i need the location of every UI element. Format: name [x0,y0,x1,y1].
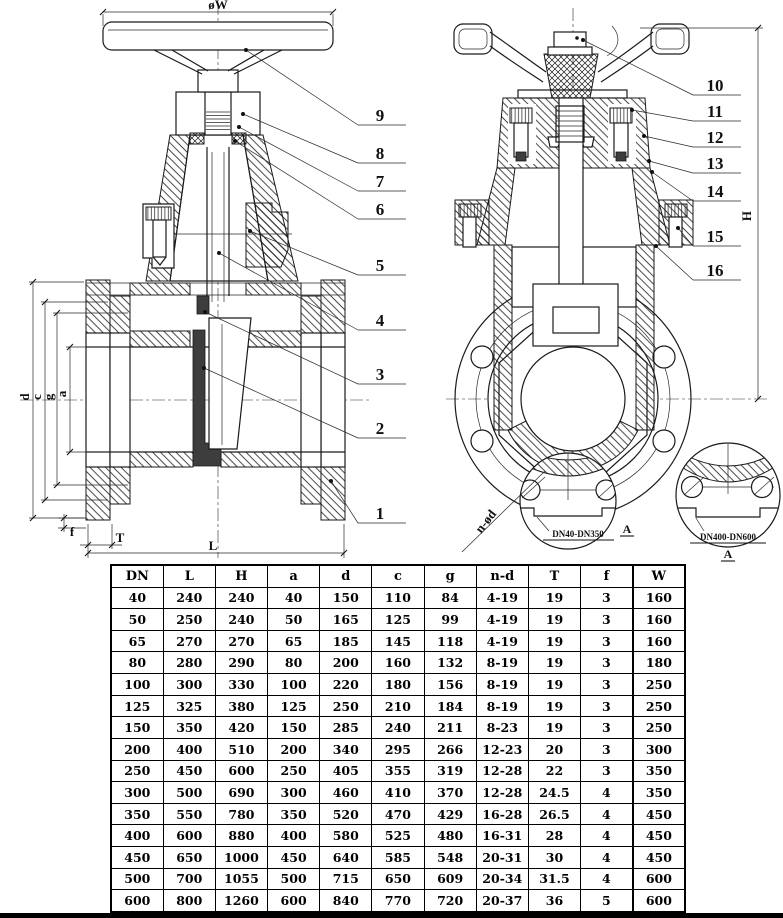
table-cell: 220 [320,674,372,696]
table-cell: 280 [163,652,215,674]
table-cell: 3 [581,674,633,696]
table-cell: 480 [424,825,476,847]
table-cell: 180 [633,652,685,674]
table-cell: 110 [372,587,424,609]
table-cell: 100 [268,674,320,696]
table-cell: 300 [268,782,320,804]
table-cell: 12-28 [476,760,528,782]
column-header: f [581,565,633,587]
table-cell: 3 [581,630,633,652]
table-cell: 500 [163,782,215,804]
table-cell: 640 [320,846,372,868]
detail-b-label: DN400-DN600 [700,532,756,542]
table-row [111,630,685,652]
callout-leader [632,110,741,121]
table-cell: 22 [528,760,580,782]
table-cell: 520 [320,803,372,825]
table-cell: 160 [633,609,685,631]
table-row [111,738,685,760]
table-cell: 3 [581,587,633,609]
column-header: H [215,565,267,587]
callout-1: 1 [375,504,385,523]
table-cell: 200 [111,738,163,760]
table-cell: 410 [372,782,424,804]
table-cell: 31.5 [528,868,580,890]
table-cell: 300 [111,782,163,804]
table-cell: 250 [320,695,372,717]
table-cell: 132 [424,652,476,674]
table-cell: 400 [111,825,163,847]
table-cell: 118 [424,630,476,652]
table-cell: 150 [320,587,372,609]
dimension-table-body [111,565,685,912]
table-cell: 510 [215,738,267,760]
table-cell: 200 [268,738,320,760]
callout-5: 5 [375,256,385,275]
table-cell: 200 [320,652,372,674]
leader-dot [244,48,248,52]
table-cell: 650 [163,846,215,868]
table-cell: 290 [215,652,267,674]
table-cell: 600 [163,825,215,847]
table-cell: 350 [111,803,163,825]
table-cell: 550 [163,803,215,825]
table-cell: 370 [424,782,476,804]
callout-6: 6 [375,200,385,219]
table-cell: 4-19 [476,630,528,652]
table-cell: 40 [111,587,163,609]
callout-2: 2 [375,419,385,438]
table-cell: 250 [633,717,685,739]
table-cell: 19 [528,674,580,696]
table-cell: 19 [528,717,580,739]
callout-10: 10 [706,76,724,95]
table-row [111,760,685,782]
table-cell: 325 [163,695,215,717]
table-cell: 250 [163,609,215,631]
table-cell: 3 [581,609,633,631]
callout-leader [644,136,741,147]
leader-dot [233,139,237,143]
table-cell: 20-34 [476,868,528,890]
table-cell: 160 [633,630,685,652]
table-cell: 184 [424,695,476,717]
table-cell: 355 [372,760,424,782]
leader-dot [642,134,646,138]
table-cell: 609 [424,868,476,890]
table-cell: 500 [268,868,320,890]
table-cell: 36 [528,890,580,912]
callout-11: 11 [706,102,724,121]
column-header: c [372,565,424,587]
table-cell: 300 [633,738,685,760]
leader-dot [329,479,333,483]
column-header: W [633,565,685,587]
left-view-front-section [20,2,370,558]
table-cell: 19 [528,609,580,631]
table-row [111,695,685,717]
table-cell: 250 [633,674,685,696]
table-cell: 319 [424,760,476,782]
table-cell: 125 [372,609,424,631]
table-cell: 600 [111,890,163,912]
table-cell: 145 [372,630,424,652]
table-cell: 340 [320,738,372,760]
table-cell: 450 [633,846,685,868]
leader-dot [630,108,634,112]
table-cell: 450 [163,760,215,782]
table-cell: 19 [528,652,580,674]
table-cell: 4 [581,782,633,804]
column-header: L [163,565,215,587]
table-cell: 270 [215,630,267,652]
table-cell: 150 [111,717,163,739]
table-cell: 19 [528,587,580,609]
table-cell: 240 [215,587,267,609]
table-cell: 295 [372,738,424,760]
leader-dot [203,310,207,314]
callout-9: 9 [375,106,385,125]
table-cell: 50 [268,609,320,631]
table-cell: 3 [581,760,633,782]
table-cell: 4 [581,846,633,868]
table-cell: 450 [633,803,685,825]
table-cell: 350 [163,717,215,739]
table-cell: 780 [215,803,267,825]
table-cell: 700 [163,868,215,890]
table-cell: 285 [320,717,372,739]
table-cell: 125 [268,695,320,717]
table-cell: 300 [163,674,215,696]
table-cell: 80 [111,652,163,674]
table-cell: 770 [372,890,424,912]
table-cell: 5 [581,890,633,912]
table-cell: 26.5 [528,803,580,825]
dimension-table [110,564,686,913]
detail-b-marker: A [723,547,733,561]
table-cell: 500 [111,868,163,890]
table-cell: 400 [268,825,320,847]
table-cell: 270 [163,630,215,652]
table-cell: 65 [268,630,320,652]
table-row [111,652,685,674]
table-cell: 715 [320,868,372,890]
dim-label-H: H [739,210,754,222]
table-cell: 880 [215,825,267,847]
leader-dot [248,229,252,233]
table-cell: 800 [163,890,215,912]
table-cell: 211 [424,717,476,739]
callout-leader [649,161,741,173]
table-cell: 185 [320,630,372,652]
table-cell: 8-19 [476,674,528,696]
table-cell: 156 [424,674,476,696]
table-cell: 20-31 [476,846,528,868]
table-cell: 4-19 [476,609,528,631]
table-cell: 250 [268,760,320,782]
column-header: DN [111,565,163,587]
dim-label-f: f [69,524,75,539]
table-cell: 4 [581,868,633,890]
table-cell: 690 [215,782,267,804]
table-cell: 160 [633,587,685,609]
dim-label-L: L [208,538,218,553]
table-cell: 1260 [215,890,267,912]
table-cell: 12-23 [476,738,528,760]
table-row [111,717,685,739]
dim-label-g: g [41,393,56,401]
table-cell: 80 [268,652,320,674]
table-cell: 84 [424,587,476,609]
table-cell: 650 [372,868,424,890]
leader-dot [581,38,585,42]
table-cell: 30 [528,846,580,868]
table-cell: 429 [424,803,476,825]
table-cell: 20 [528,738,580,760]
table-cell: 28 [528,825,580,847]
table-cell: 3 [581,738,633,760]
table-cell: 24.5 [528,782,580,804]
table-cell: 600 [268,890,320,912]
table-cell: 266 [424,738,476,760]
table-cell: 240 [215,609,267,631]
table-cell: 450 [633,825,685,847]
table-row [111,587,685,609]
table-cell: 100 [111,674,163,696]
dim-label-ow: øW [208,0,228,12]
table-cell: 405 [320,760,372,782]
table-cell: 350 [633,760,685,782]
table-row [111,782,685,804]
table-cell: 4 [581,825,633,847]
table-row [111,803,685,825]
leader-dot [647,159,651,163]
callout-14: 14 [706,182,724,201]
leader-dot [241,112,245,116]
table-cell: 840 [320,890,372,912]
table-cell: 4 [581,803,633,825]
table-cell: 4-19 [476,587,528,609]
table-cell: 8-23 [476,717,528,739]
column-header: n-d [476,565,528,587]
table-cell: 8-19 [476,652,528,674]
table-cell: 3 [581,652,633,674]
table-cell: 600 [215,760,267,782]
table-cell: 180 [372,674,424,696]
dim-label-a: a [54,390,69,398]
table-cell: 160 [372,652,424,674]
detail-a-label: DN40-DN350 [552,529,604,539]
table-cell: 460 [320,782,372,804]
table-cell: 19 [528,695,580,717]
table-cell: 240 [372,717,424,739]
table-row [111,846,685,868]
table-cell: 720 [424,890,476,912]
table-cell: 150 [268,717,320,739]
table-cell: 65 [111,630,163,652]
dim-label-n-od: n-ød [471,506,500,536]
table-row [111,825,685,847]
table-cell: 350 [268,803,320,825]
detail-a-marker: A [622,522,632,536]
table-row [111,674,685,696]
dim-label-d: d [17,393,32,401]
table-cell: 16-28 [476,803,528,825]
callout-4: 4 [375,311,385,330]
table-cell: 19 [528,630,580,652]
sheet-bottom-border [0,913,783,918]
table-cell: 3 [581,695,633,717]
table-cell: 1055 [215,868,267,890]
column-header: g [424,565,476,587]
table-cell: 125 [111,695,163,717]
table-row [111,890,685,912]
table-cell: 450 [268,846,320,868]
table-cell: 50 [111,609,163,631]
table-row [111,868,685,890]
table-cell: 548 [424,846,476,868]
table-row [111,609,685,631]
table-cell: 250 [111,760,163,782]
callout-12: 12 [706,128,724,147]
callout-16: 16 [706,261,724,280]
table-cell: 8-19 [476,695,528,717]
table-cell: 380 [215,695,267,717]
table-cell: 20-37 [476,890,528,912]
column-header: a [268,565,320,587]
leader-dot [217,251,221,255]
leader-dot [654,244,658,248]
table-cell: 165 [320,609,372,631]
table-cell: 525 [372,825,424,847]
callout-15: 15 [706,227,724,246]
callout-3: 3 [375,365,385,384]
table-cell: 210 [372,695,424,717]
callout-13: 13 [706,154,724,173]
callout-8: 8 [375,144,385,163]
callout-leader [656,246,741,280]
table-cell: 1000 [215,846,267,868]
dim-label-c: c [29,394,44,400]
table-cell: 470 [372,803,424,825]
leader-dot [202,366,206,370]
leader-dot [237,125,241,129]
table-cell: 580 [320,825,372,847]
table-cell: 240 [163,587,215,609]
table-cell: 350 [633,782,685,804]
table-cell: 400 [163,738,215,760]
table-header-row [111,565,685,587]
table-cell: 16-31 [476,825,528,847]
callout-7: 7 [375,172,385,191]
detail-b-dn400-dn600 [676,443,780,561]
leader-dot [650,170,654,174]
table-cell: 40 [268,587,320,609]
table-cell: 12-28 [476,782,528,804]
table-cell: 600 [633,868,685,890]
table-cell: 99 [424,609,476,631]
dim-label-T: T [115,530,125,545]
table-cell: 585 [372,846,424,868]
callout-leader [652,172,741,201]
table-cell: 250 [633,695,685,717]
table-cell: 420 [215,717,267,739]
table-cell: 330 [215,674,267,696]
table-cell: 450 [111,846,163,868]
table-cell: 600 [633,890,685,912]
column-header: d [320,565,372,587]
column-header: T [528,565,580,587]
leader-dot [676,226,680,230]
table-cell: 3 [581,717,633,739]
